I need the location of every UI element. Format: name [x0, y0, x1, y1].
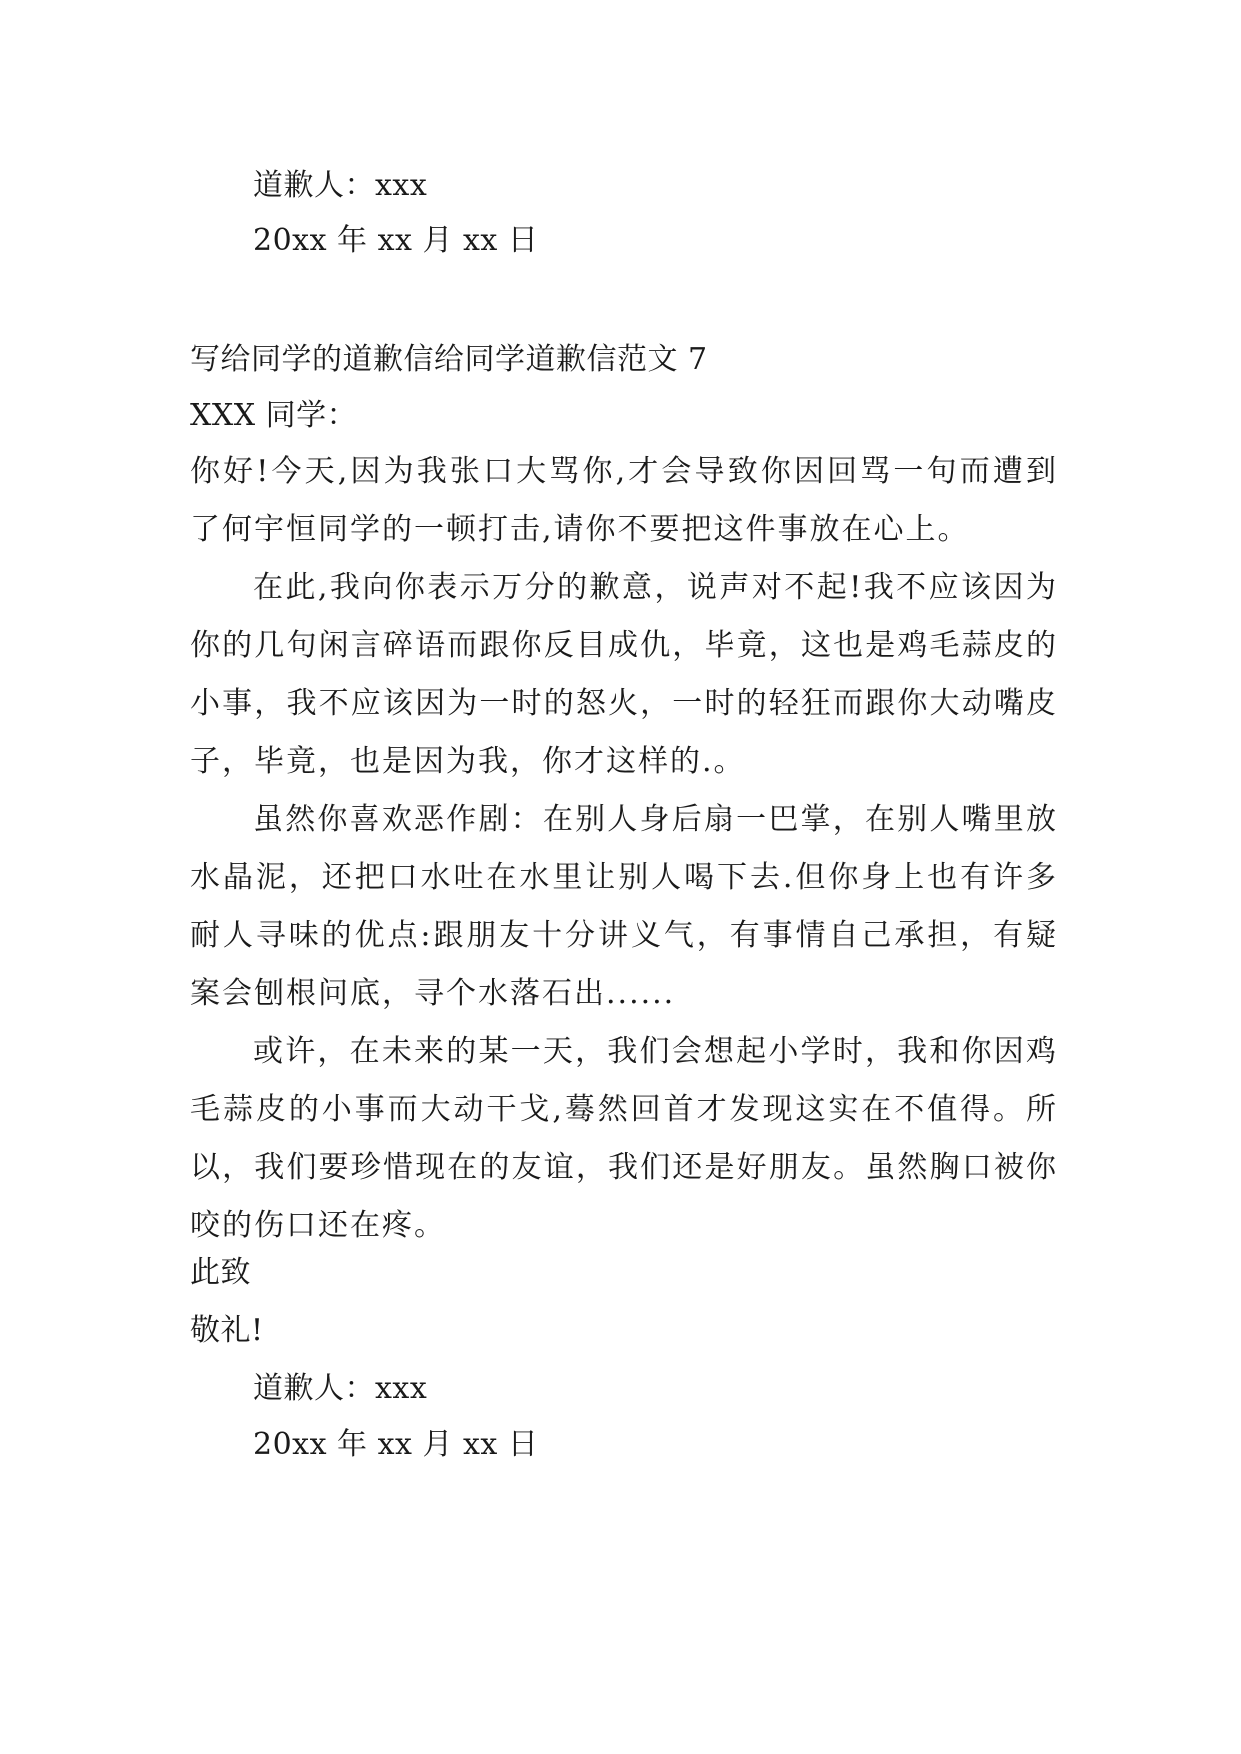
paragraph-4: 或许，在未来的某一天，我们会想起小学时，我和你因鸡毛蒜皮的小事而大动干戈,蓦然回首才发现这实在不值得。所以，我们要珍惜现在的友谊，我们还是好朋友。虽然胸口被你咬的伤口还在疼。	[190, 1034, 1058, 1243]
closing-line-1: 此致	[190, 1255, 251, 1290]
paragraph-3: 虽然你喜欢恶作剧：在别人身后扇一巴掌，在别人嘴里放水晶泥，还把口水吐在水里让别人喝下去.但你身上也有许多耐人寻味的优点:跟朋友十分讲义气，有事情自己承担，有疑案会刨根问底，寻个水落石出......	[190, 802, 1058, 1011]
paragraph-1: 你好!今天,因为我张口大骂你,才会导致你因回骂一句而遭到了何宇恒同学的一顿打击,请你不要把这件事放在心上。	[190, 454, 1058, 547]
closing-line-2: 敬礼!	[190, 1313, 264, 1348]
top-apologizer: 道歉人：xxx	[253, 168, 428, 203]
bottom-apologizer: 道歉人：xxx	[253, 1371, 428, 1406]
letter-title: 写给同学的道歉信给同学道歉信范文 7	[190, 342, 708, 377]
bottom-date: 20xx 年 xx 月 xx 日	[253, 1427, 539, 1462]
top-date: 20xx 年 xx 月 xx 日	[253, 223, 539, 258]
letter-salutation: XXX 同学：	[190, 398, 358, 433]
paragraph-2: 在此,我向你表示万分的歉意，说声对不起!我不应该因为你的几句闲言碎语而跟你反目成仇，毕竟，这也是鸡毛蒜皮的小事，我不应该因为一时的怒火，一时的轻狂而跟你大动嘴皮子，毕竟，也是因为我，你才这样的.。	[190, 570, 1058, 779]
